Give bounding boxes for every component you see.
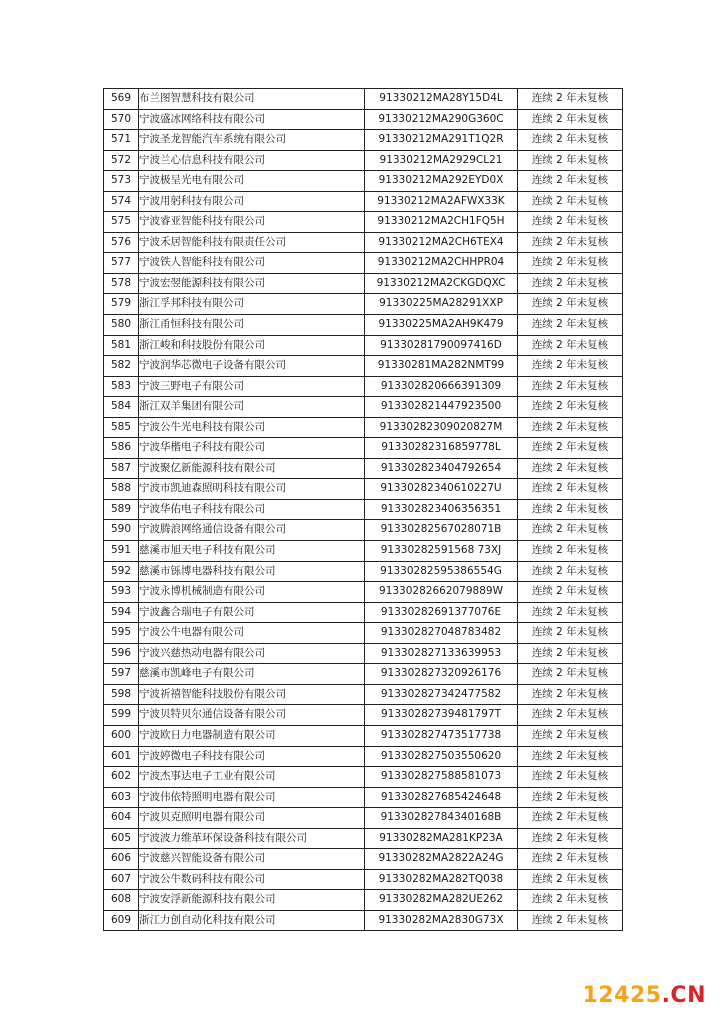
table-row: [104, 746, 623, 767]
table-row: [104, 890, 623, 911]
table-row: [104, 109, 623, 130]
credit-code: 91330212MA292EYD0X: [365, 171, 518, 192]
credit-code: 91330225MA28291XXP: [365, 294, 518, 315]
table-row: [104, 130, 623, 151]
review-status: 连续 2 年未复核: [518, 849, 623, 870]
credit-code: 91330212MA2CHHPR04: [365, 253, 518, 274]
company-name: 慈溪市凯峰电子有限公司: [139, 664, 365, 685]
row-number: 595: [104, 623, 139, 644]
row-number: 579: [104, 294, 139, 315]
review-status: 连续 2 年未复核: [518, 232, 623, 253]
company-name: 宁波用躬科技有限公司: [139, 191, 365, 212]
review-status: 连续 2 年未复核: [518, 705, 623, 726]
credit-code: 91330212MA2929CL21: [365, 150, 518, 171]
table-row: [104, 273, 623, 294]
company-name: 布兰图智慧科技有限公司: [139, 89, 365, 110]
row-number: 570: [104, 109, 139, 130]
credit-code: 913302827588581073: [365, 767, 518, 788]
table-row: [104, 438, 623, 459]
table-row: [104, 397, 623, 418]
table-row: [104, 294, 623, 315]
row-number: 600: [104, 725, 139, 746]
table-row: [104, 849, 623, 870]
review-status: 连续 2 年未复核: [518, 479, 623, 500]
row-number: 578: [104, 273, 139, 294]
company-name: 宁波华佑电子科技有限公司: [139, 499, 365, 520]
company-name: 宁波兴慈热动电器有限公司: [139, 643, 365, 664]
credit-code: 913302827503550620: [365, 746, 518, 767]
company-name: 宁波公牛数码科技有限公司: [139, 869, 365, 890]
company-name: 宁波圣龙智能汽车系统有限公司: [139, 130, 365, 151]
table-row: [104, 335, 623, 356]
credit-code: 913302820666391309: [365, 376, 518, 397]
company-name: 宁波永博机械制造有限公司: [139, 582, 365, 603]
row-number: 609: [104, 910, 139, 931]
credit-code: 913302827342477582: [365, 684, 518, 705]
credit-code: 91330282739481797T: [365, 705, 518, 726]
review-status: 连续 2 年未复核: [518, 294, 623, 315]
review-status: 连续 2 年未复核: [518, 643, 623, 664]
credit-code: 91330212MA28Y15D4L: [365, 89, 518, 110]
table-row: [104, 541, 623, 562]
credit-code: 91330212MA290G360C: [365, 109, 518, 130]
company-name: 浙江孚邦科技有限公司: [139, 294, 365, 315]
review-status: 连续 2 年未复核: [518, 623, 623, 644]
company-name: 宁波贝克照明电器有限公司: [139, 808, 365, 829]
company-name: 慈溪市旭天电子科技有限公司: [139, 541, 365, 562]
credit-code: 91330282MA2822A24G: [365, 849, 518, 870]
review-status: 连续 2 年未复核: [518, 150, 623, 171]
review-status: 连续 2 年未复核: [518, 808, 623, 829]
company-name: 宁波市凯迪森照明科技有限公司: [139, 479, 365, 500]
credit-code: 91330212MA2AFWX33K: [365, 191, 518, 212]
table-row: [104, 787, 623, 808]
company-name: 宁波慈兴智能设备有限公司: [139, 849, 365, 870]
company-name: 宁波鑫合瑞电子有限公司: [139, 602, 365, 623]
review-status: 连续 2 年未复核: [518, 253, 623, 274]
row-number: 598: [104, 684, 139, 705]
row-number: 602: [104, 767, 139, 788]
table-row: [104, 520, 623, 541]
table-row: [104, 376, 623, 397]
review-status: 连续 2 年未复核: [518, 787, 623, 808]
credit-code: 91330212MA2CH1FQ5H: [365, 212, 518, 233]
table-row: [104, 89, 623, 110]
company-name: 宁波祈禧智能科技股份有限公司: [139, 684, 365, 705]
review-status: 连续 2 年未复核: [518, 561, 623, 582]
row-number: 581: [104, 335, 139, 356]
review-status: 连续 2 年未复核: [518, 191, 623, 212]
table-row: [104, 191, 623, 212]
credit-code: 91330281790097416D: [365, 335, 518, 356]
credit-code: 913302827320926176: [365, 664, 518, 685]
credit-code: 91330281MA282NMT99: [365, 356, 518, 377]
table-row: [104, 150, 623, 171]
review-status: 连续 2 年未复核: [518, 273, 623, 294]
watermark-domain: .CN: [661, 983, 706, 1008]
company-name: 宁波腾浪网络通信设备有限公司: [139, 520, 365, 541]
row-number: 606: [104, 849, 139, 870]
row-number: 601: [104, 746, 139, 767]
watermark-number: 12425: [582, 983, 662, 1008]
site-watermark: [583, 983, 706, 1008]
table-row: [104, 582, 623, 603]
row-number: 593: [104, 582, 139, 603]
company-name: 宁波铁人智能科技有限公司: [139, 253, 365, 274]
row-number: 605: [104, 828, 139, 849]
row-number: 588: [104, 479, 139, 500]
row-number: 572: [104, 150, 139, 171]
credit-code: 913302827685424648: [365, 787, 518, 808]
company-name: 宁波三野电子有限公司: [139, 376, 365, 397]
company-name: 宁波宏翌能源科技有限公司: [139, 273, 365, 294]
review-status: 连续 2 年未复核: [518, 869, 623, 890]
company-name: 宁波波力维革环保设备科技有限公司: [139, 828, 365, 849]
credit-code: 913302823406356351: [365, 499, 518, 520]
credit-code: 913302827133639953: [365, 643, 518, 664]
review-status: 连续 2 年未复核: [518, 746, 623, 767]
row-number: 576: [104, 232, 139, 253]
review-status: 连续 2 年未复核: [518, 828, 623, 849]
credit-code: 913302827048783482: [365, 623, 518, 644]
table-row: [104, 664, 623, 685]
table-row: [104, 828, 623, 849]
review-status: 连续 2 年未复核: [518, 109, 623, 130]
table-row: [104, 232, 623, 253]
table-row: [104, 479, 623, 500]
row-number: 575: [104, 212, 139, 233]
review-status: 连续 2 年未复核: [518, 725, 623, 746]
credit-code: 91330282662079889W: [365, 582, 518, 603]
row-number: 596: [104, 643, 139, 664]
credit-code: 91330212MA2CKGDQXC: [365, 273, 518, 294]
review-status: 连续 2 年未复核: [518, 684, 623, 705]
table-row: [104, 602, 623, 623]
credit-code: 913302821447923500: [365, 397, 518, 418]
credit-code: 91330282MA282UE262: [365, 890, 518, 911]
credit-code: 91330225MA2AH9K479: [365, 315, 518, 336]
table-row: [104, 356, 623, 377]
table-row: [104, 458, 623, 479]
review-status: 连续 2 年未复核: [518, 664, 623, 685]
table-row: [104, 684, 623, 705]
company-name: 宁波婷微电子科技有限公司: [139, 746, 365, 767]
credit-code: 913302827473517738: [365, 725, 518, 746]
company-name: 浙江甬恒科技有限公司: [139, 315, 365, 336]
row-number: 571: [104, 130, 139, 151]
review-status: 连续 2 年未复核: [518, 499, 623, 520]
credit-code: 91330282MA2830G73X: [365, 910, 518, 931]
review-status: 连续 2 年未复核: [518, 890, 623, 911]
table-row: [104, 212, 623, 233]
review-status: 连续 2 年未复核: [518, 89, 623, 110]
table-row: [104, 869, 623, 890]
row-number: 608: [104, 890, 139, 911]
row-number: 587: [104, 458, 139, 479]
row-number: 592: [104, 561, 139, 582]
company-name: 宁波禾居智能科技有限责任公司: [139, 232, 365, 253]
company-name: 浙江峻和科技股份有限公司: [139, 335, 365, 356]
credit-code: 91330282MA282TQ038: [365, 869, 518, 890]
company-name: 宁波公牛电器有限公司: [139, 623, 365, 644]
table-row: [104, 417, 623, 438]
review-status: 连续 2 年未复核: [518, 397, 623, 418]
credit-code: 91330282567028071B: [365, 520, 518, 541]
review-status: 连续 2 年未复核: [518, 582, 623, 603]
company-name: 宁波伟依特照明电器有限公司: [139, 787, 365, 808]
table-row: [104, 561, 623, 582]
table-row: [104, 253, 623, 274]
row-number: 582: [104, 356, 139, 377]
table-row: [104, 705, 623, 726]
row-number: 594: [104, 602, 139, 623]
review-status: 连续 2 年未复核: [518, 335, 623, 356]
review-status: 连续 2 年未复核: [518, 458, 623, 479]
company-name: 宁波极呈光电有限公司: [139, 171, 365, 192]
row-number: 607: [104, 869, 139, 890]
review-status: 连续 2 年未复核: [518, 171, 623, 192]
row-number: 577: [104, 253, 139, 274]
company-name: 宁波睿亚智能科技有限公司: [139, 212, 365, 233]
company-name: 宁波聚亿新能源科技有限公司: [139, 458, 365, 479]
review-status: 连续 2 年未复核: [518, 376, 623, 397]
row-number: 590: [104, 520, 139, 541]
credit-code: 91330282MA281KP23A: [365, 828, 518, 849]
row-number: 585: [104, 417, 139, 438]
company-name: 浙江力创自动化科技有限公司: [139, 910, 365, 931]
review-status: 连续 2 年未复核: [518, 438, 623, 459]
row-number: 584: [104, 397, 139, 418]
row-number: 573: [104, 171, 139, 192]
row-number: 580: [104, 315, 139, 336]
company-name: 宁波杰事达电子工业有限公司: [139, 767, 365, 788]
table-row: [104, 767, 623, 788]
credit-code: 91330212MA2CH6TEX4: [365, 232, 518, 253]
company-list-table: [103, 88, 623, 931]
table-row: [104, 643, 623, 664]
credit-code: 91330282784340168B: [365, 808, 518, 829]
company-name: 宁波润华芯微电子设备有限公司: [139, 356, 365, 377]
table-row: [104, 315, 623, 336]
review-status: 连续 2 年未复核: [518, 520, 623, 541]
credit-code: 91330282591568 73XJ: [365, 541, 518, 562]
credit-code: 913302823404792654: [365, 458, 518, 479]
review-status: 连续 2 年未复核: [518, 130, 623, 151]
review-status: 连续 2 年未复核: [518, 212, 623, 233]
company-name: 慈溪市铄博电器科技有限公司: [139, 561, 365, 582]
table-body: [104, 89, 623, 931]
credit-code: 91330282309020827M: [365, 417, 518, 438]
row-number: 599: [104, 705, 139, 726]
table-row: [104, 808, 623, 829]
credit-code: 91330282316859778L: [365, 438, 518, 459]
credit-code: 91330282691377076E: [365, 602, 518, 623]
table-row: [104, 171, 623, 192]
company-name: 宁波兰心信息科技有限公司: [139, 150, 365, 171]
row-number: 569: [104, 89, 139, 110]
row-number: 604: [104, 808, 139, 829]
company-name: 浙江双羊集团有限公司: [139, 397, 365, 418]
row-number: 586: [104, 438, 139, 459]
review-status: 连续 2 年未复核: [518, 417, 623, 438]
credit-code: 91330282595386554G: [365, 561, 518, 582]
table-row: [104, 623, 623, 644]
review-status: 连续 2 年未复核: [518, 356, 623, 377]
company-name: 宁波欧日力电器制造有限公司: [139, 725, 365, 746]
row-number: 591: [104, 541, 139, 562]
table-row: [104, 499, 623, 520]
row-number: 603: [104, 787, 139, 808]
review-status: 连续 2 年未复核: [518, 541, 623, 562]
review-status: 连续 2 年未复核: [518, 767, 623, 788]
row-number: 583: [104, 376, 139, 397]
credit-code: 91330212MA291T1Q2R: [365, 130, 518, 151]
company-name: 宁波安浮新能源科技有限公司: [139, 890, 365, 911]
row-number: 574: [104, 191, 139, 212]
review-status: 连续 2 年未复核: [518, 602, 623, 623]
review-status: 连续 2 年未复核: [518, 910, 623, 931]
table-row: [104, 910, 623, 931]
credit-code: 91330282340610227U: [365, 479, 518, 500]
review-status: 连续 2 年未复核: [518, 315, 623, 336]
table-row: [104, 725, 623, 746]
row-number: 589: [104, 499, 139, 520]
row-number: 597: [104, 664, 139, 685]
company-name: 宁波盛冰网络科技有限公司: [139, 109, 365, 130]
company-name: 宁波贝特贝尔通信设备有限公司: [139, 705, 365, 726]
company-name: 宁波华楷电子科技有限公司: [139, 438, 365, 459]
company-name: 宁波公牛光电科技有限公司: [139, 417, 365, 438]
